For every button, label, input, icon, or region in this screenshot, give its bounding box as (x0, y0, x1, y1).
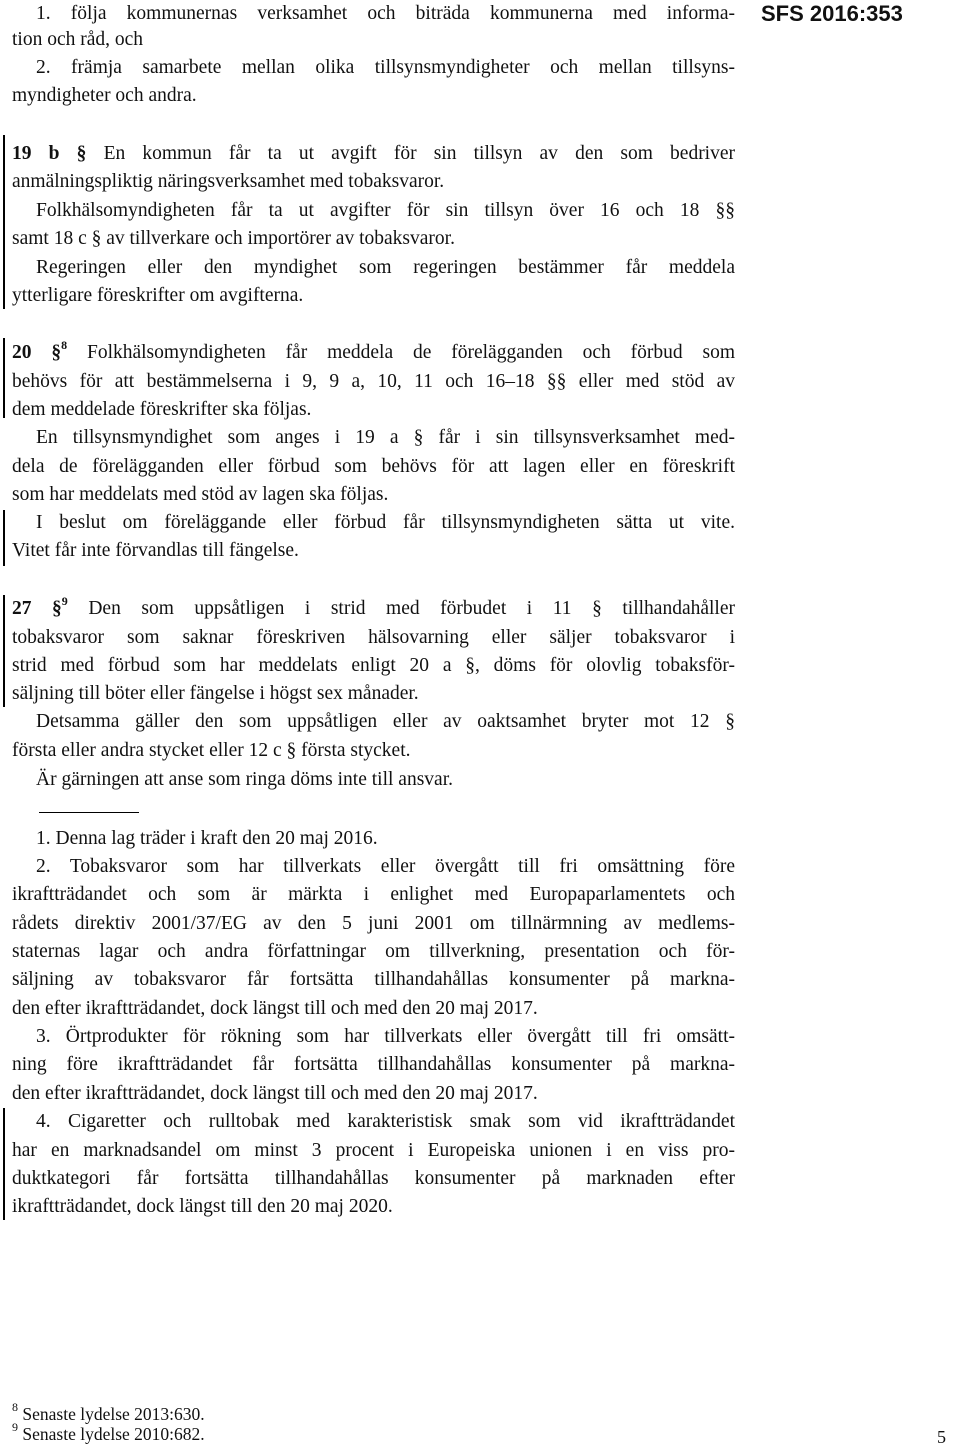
section-20-num-text: 20 § (12, 342, 62, 363)
change-bar-19b (3, 135, 5, 309)
footnote-8 (12, 1400, 205, 1424)
section-27-text: Den som uppsåtligen i strid med förbudet i 11 § tillhandahåller (88, 598, 735, 619)
sfs-number: SFS 2016:353 (761, 1, 903, 26)
change-bar-20-a (3, 338, 5, 418)
section-19b-line-6: ytterligare föreskrifter om avgifterna. (12, 285, 304, 306)
section-20-line-8: Vitet får inte förvandlas till fängelse. (12, 540, 299, 561)
section-20-line-5: dela de förelägganden eller förbud som behövs för att lagen eller en föreskrift (12, 456, 735, 477)
transition-2-line-6: den efter ikraftträdandet, dock längst till och med den 20 maj 2017. (12, 998, 538, 1019)
section-20-line-6: som har meddelats med stöd av lagen ska följas. (12, 484, 389, 505)
section-20-line-1 (12, 339, 735, 367)
transition-4-line-1: 4. Cigaretter och rulltobak med karakteristisk smak som vid ikraftträdandet (36, 1111, 735, 1132)
transition-2-line-3: rådets direktiv 2001/37/EG av den 5 juni 2001 om tillnärmning av medlems- (12, 913, 735, 934)
transition-4-line-3: duktkategori får fortsätta tillhandahållas konsumenter på marknaden efter (12, 1168, 735, 1189)
change-bar-20-b (3, 510, 5, 566)
footnote-9 (12, 1420, 205, 1444)
transition-2-line-5: säljning av tobaksvaror får fortsätta tillhandahållas konsumenter på markna- (12, 969, 735, 990)
section-27-line-4: säljning till böter eller fängelse i högst sex månader. (12, 683, 419, 704)
item-2-line-1: 2. främja samarbete mellan olika tillsynsmyndigheter och mellan tillsyns- (36, 57, 735, 78)
item-1-line-1: 1. följa kommunernas verksamhet och biträda kommunerna med informa- (36, 3, 735, 24)
section-19b-line-4: samt 18 c § av tillverkare och importörer av tobaksvaror. (12, 228, 455, 249)
transition-4-line-4: ikraftträdandet, dock längst till den 20 maj 2020. (12, 1196, 393, 1217)
section-27-line-1 (12, 595, 735, 623)
transition-3-line-1: 3. Örtprodukter för rökning som har tillverkats eller övergått till fri omsätt- (36, 1026, 735, 1047)
footnote-ref-8: 8 (61, 338, 68, 352)
section-19b-number: 19 b § (12, 143, 87, 164)
transition-1: 1. Denna lag träder i kraft den 20 maj 2016. (36, 828, 378, 849)
item-2-line-2: myndigheter och andra. (12, 85, 197, 106)
section-27-num-text: 27 § (12, 598, 62, 619)
section-27-line-3: strid med förbud som har meddelats enligt 20 a §, döms för olovlig tobaksför- (12, 655, 735, 676)
section-20-line-7: I beslut om föreläggande eller förbud får tillsynsmyndigheten sätta ut vite. (36, 512, 735, 533)
section-27-line-5: Detsamma gäller den som uppsåtligen eller av oaktsamhet bryter mot 12 § (36, 711, 735, 732)
transition-3-line-3: den efter ikraftträdandet, dock längst till och med den 20 maj 2017. (12, 1083, 538, 1104)
change-bar-transition-4 (3, 1108, 5, 1220)
footnote-8-text: Senaste lydelse 2013:630. (22, 1404, 205, 1424)
section-27-line-7: Är gärningen att anse som ringa döms inte till ansvar. (36, 769, 453, 790)
transition-4-line-2: har en marknadsandel om minst 3 procent i Europeiska unionen i en viss pro- (12, 1140, 735, 1161)
section-20-line-2: behövs för att bestämmelserna i 9, 9 a, 10, 11 och 16–18 §§ eller med stöd av (12, 371, 735, 392)
section-19b-line-3: Folkhälsomyndigheten får ta ut avgifter för sin tillsyn över 16 och 18 §§ (36, 200, 735, 221)
section-27-line-6: första eller andra stycket eller 12 c § första stycket. (12, 740, 411, 761)
transition-3-line-2: ning före ikraftträdandet får fortsätta tillhandahållas konsumenter på markna- (12, 1054, 735, 1075)
change-bar-27 (3, 595, 5, 707)
section-20-line-3: dem meddelade föreskrifter ska följas. (12, 399, 312, 420)
footnote-9-number: 9 (12, 1420, 18, 1434)
footnote-9-text: Senaste lydelse 2010:682. (22, 1424, 205, 1444)
item-1-line-2: tion och råd, och (12, 29, 144, 50)
section-19b-line-1 (12, 140, 735, 168)
section-27-line-2: tobaksvaror som saknar föreskriven hälsovarning eller säljer tobaksvaror i (12, 627, 735, 648)
transition-2-line-1: 2. Tobaksvaror som har tillverkats eller övergått till fri omsättning före (36, 856, 735, 877)
section-19b-line-5: Regeringen eller den myndighet som regeringen bestämmer får meddela (36, 257, 735, 278)
footnote-ref-9: 9 (61, 594, 68, 608)
section-19b-text: En kommun får ta ut avgift för sin tillsyn av den som bedriver (103, 143, 735, 164)
transition-2-line-4: staternas lagar och andra författningar om tillverkning, presentation och för- (12, 941, 735, 962)
section-20-text: Folkhälsomyndigheten får meddela de förelägganden och förbud som (86, 342, 735, 363)
section-20-number (12, 338, 68, 363)
transition-2-line-2: ikraftträdandet och som är märkta i enlighet med Europaparlamentets och (12, 884, 735, 905)
page-number: 5 (937, 1427, 946, 1447)
section-27-number (12, 594, 68, 619)
section-20-line-4: En tillsynsmyndighet som anges i 19 a § får i sin tillsynsverksamhet med- (36, 427, 735, 448)
section-19b-line-2: anmälningspliktig näringsverksamhet med tobaksvaror. (12, 171, 445, 192)
footnote-8-number: 8 (12, 1400, 18, 1414)
transition-separator (39, 812, 139, 813)
